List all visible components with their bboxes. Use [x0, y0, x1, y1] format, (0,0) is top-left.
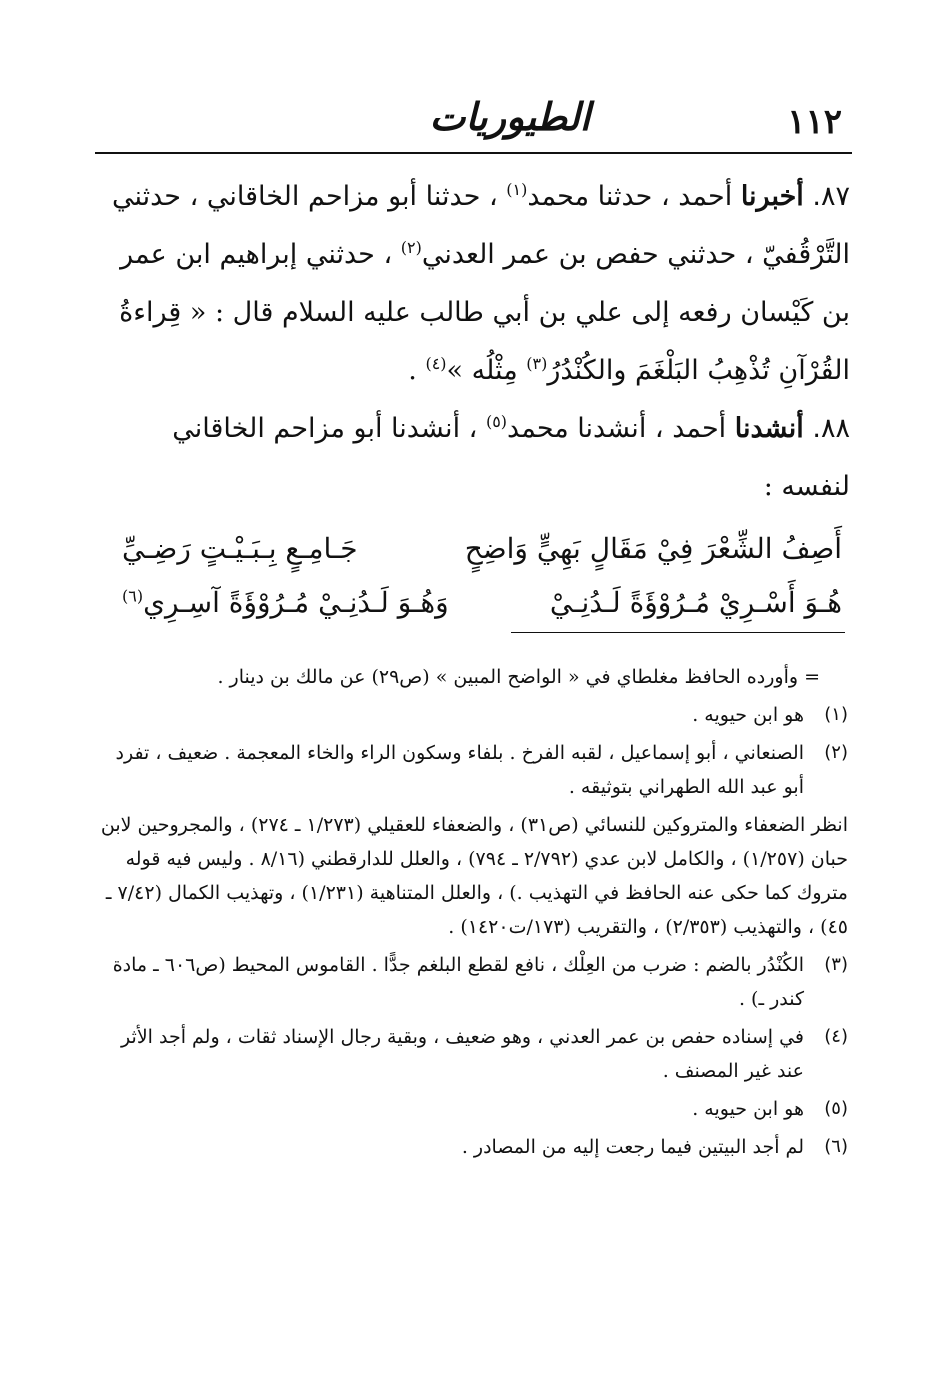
- footnote-3: [96, 948, 848, 1016]
- footnote-number: (٣): [824, 954, 848, 975]
- footnote-number: (٤): [824, 1026, 848, 1047]
- footnote-ref-3: (٣): [526, 354, 548, 373]
- entry-text: ، حدثنا أبو مزاحم الخاقاني ، حدثني التَّرْقُفيّ ، حدثني حفص بن عمر العدني: [111, 181, 850, 270]
- verse-first-hemistich: أَصِفُ الشِّعْرَ فِيْ مَقَالٍ بَهِيٍّ وَاضِحٍ: [464, 532, 842, 565]
- main-text: [98, 168, 850, 630]
- footnote-text: لم أجد البيتين فيما رجعت إليه من المصادر .: [461, 1136, 804, 1158]
- entry-text: أحمد ، حدثنا محمد: [527, 181, 741, 212]
- verse-second-hemistich: جَـامِـعٍ بِـبَـيْـتٍ رَضِـيِّ: [122, 532, 358, 565]
- entry-88: [98, 400, 850, 516]
- verse-first-hemistich: هُـوَ أَسْـرِيْ مُـرُوْؤَةً لَـدُنِـيْ: [549, 586, 842, 619]
- running-title: الطيوريات: [429, 94, 591, 139]
- footnote-text: هو ابن حيويه .: [692, 704, 804, 726]
- header-divider: [95, 152, 852, 154]
- footnote-text: الصنعاني ، أبو إسماعيل ، لقبه الفرخ . بلفاء وسكون الراء والخاء المعجمة . ضعيف ، تفرد أبو عبد الله الطهراني بتوثيقه .: [115, 742, 804, 798]
- footnote-text: الكُنْدُر بالضم : ضرب من العِلْك ، نافع لقطع البلغم جدًّا . القاموس المحيط (ص٦٠٦ ـ مادة كندر ـ) .: [112, 954, 804, 1010]
- footnote-4: [96, 1020, 848, 1088]
- footnote-5: [96, 1092, 848, 1126]
- footnote-2: [96, 736, 848, 804]
- entry-text: ، أنشدنا أبو مزاحم الخاقاني لنفسه :: [172, 413, 850, 502]
- poem-verse: [98, 576, 850, 630]
- footnotes: [96, 660, 848, 1168]
- footnote-ref-2: (٢): [400, 238, 422, 257]
- footnote-divider: [511, 632, 845, 633]
- page-number: ١١٢: [787, 102, 842, 142]
- entry-number: ٨٧.: [812, 181, 850, 212]
- footnote-ref-6: (٦): [122, 586, 144, 606]
- footnote-continuation: = وأورده الحافظ مغلطاي في « الواضح المبين » (ص٢٩) عن مالك بن دينار .: [217, 666, 820, 688]
- footnote-text: هو ابن حيويه .: [692, 1098, 804, 1120]
- footnote-text: في إسناده حفص بن عمر العدني ، وهو ضعيف ، وبقية رجال الإسناد ثقات ، ولم أجد الأثر عند غير المصنف .: [121, 1026, 804, 1082]
- entry-text: ، حدثني إبراهيم ابن عمر بن كَيْسان رفعه إلى علي بن أبي طالب عليه السلام قال : « قِراءةُ القُرْآنِ تُذْهِبُ البَلْغَمَ والكُنْدُرُ: [119, 239, 850, 386]
- footnote-number: (٢): [824, 742, 848, 763]
- verse-second-hemistich: وَهُـوَ لَـدُنِـيْ مُـرُوْؤَةً آسِـرِي$^{(٦)}$: [122, 586, 449, 619]
- footnote-ref-4: (٤): [425, 354, 447, 373]
- entry-lead-word: أخبرنا: [740, 181, 804, 212]
- entry-text: أحمد ، أنشدنا محمد: [507, 413, 735, 444]
- footnote-number: (٥): [824, 1098, 848, 1119]
- entry-lead-word: أنشدنا: [734, 413, 804, 444]
- footnote-6: [96, 1130, 848, 1164]
- entry-text: مِثْلُه »: [446, 355, 527, 386]
- footnote-ref-5: (٥): [485, 412, 508, 431]
- footnote-text: انظر الضعفاء والمتروكين للنسائي (ص٣١) ، والضعفاء للعقيلي (١/٢٧٣ ـ ٢٧٤) ، والمجروحين لابن حبان (١/٢٥٧) ، والكامل لابن عدي (٢/٧٩٢ ـ ٧٩٤) ، والعلل للدارقطني (٨/١٦ . وليس فيه قوله متروك كما حكى عنه الحافظ في التهذيب .) ، والعلل المتناهية (١/٢٣١) ، وتهذيب الكمال (٧/٤٢ ـ ٤٥) ، والتهذيب (٢/٣٥٣) ، والتقريب (١٧٣/ت١٤٢٠) .: [100, 814, 848, 938]
- footnote-number: (١): [824, 704, 848, 725]
- footnote-2-sources: [96, 808, 848, 944]
- poem-verse: [98, 522, 850, 576]
- entry-87: [98, 168, 850, 400]
- entry-text: .: [408, 355, 426, 386]
- footnote-1: [96, 698, 848, 732]
- footnote-ref-1: (١): [506, 180, 528, 199]
- footnote-number: (٦): [824, 1136, 848, 1157]
- entry-number: ٨٨.: [812, 413, 850, 444]
- poem: [98, 522, 850, 630]
- page-header: [95, 88, 852, 154]
